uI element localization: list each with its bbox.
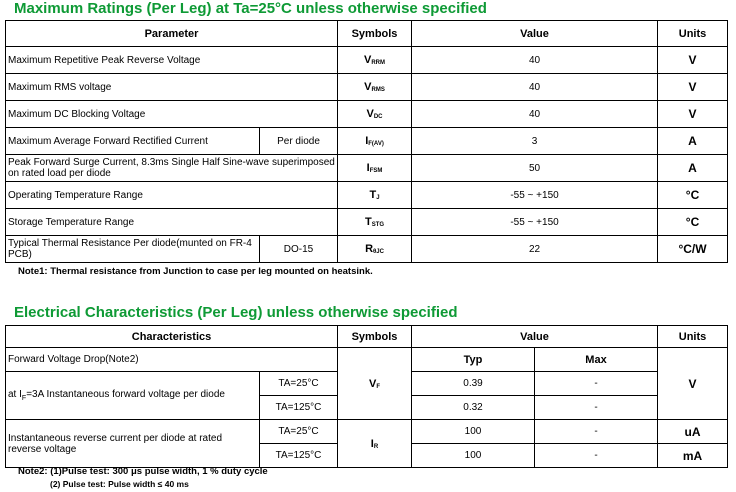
electrical-table bbox=[5, 325, 728, 468]
unit-cell: A bbox=[658, 128, 728, 155]
param-cell: Typical Thermal Resistance Per diode(munted on FR-4 PCB) bbox=[6, 236, 260, 263]
unit-cell: mA bbox=[658, 444, 728, 468]
param-cell: Operating Temperature Range bbox=[6, 182, 338, 209]
param-cell: Maximum DC Blocking Voltage bbox=[6, 101, 338, 128]
unit-cell: A bbox=[658, 155, 728, 182]
symbol-cell: $I_{F(AV)}$ bbox=[338, 128, 412, 155]
symbol-cell: $T_{STG}$ bbox=[338, 209, 412, 236]
condition-cell: DO-15 bbox=[260, 236, 338, 263]
param-cell: Maximum Average Forward Rectified Current bbox=[6, 128, 260, 155]
symbol-cell: $I_{FSM}$ bbox=[338, 155, 412, 182]
symbol-cell: $V_{RRM}$ bbox=[338, 47, 412, 74]
unit-cell: V bbox=[658, 74, 728, 101]
max-ratings-title: Maximum Ratings (Per Leg) at Ta=25°C unless otherwise specified bbox=[14, 0, 487, 17]
param-cell: Maximum Repetitive Peak Reverse Voltage bbox=[6, 47, 338, 74]
header-max: Max bbox=[535, 348, 658, 372]
value-cell: -55 ~ +150 bbox=[412, 209, 658, 236]
table-row bbox=[6, 128, 728, 155]
symbol-cell: $T_J$ bbox=[338, 182, 412, 209]
param-cell: Peak Forward Surge Current, 8.3ms Single Half Sine-wave superimposed on rated load per diode bbox=[6, 155, 338, 182]
header-characteristics: Characteristics bbox=[6, 326, 338, 348]
unit-cell: V bbox=[658, 47, 728, 74]
header-symbols: Symbols bbox=[338, 326, 412, 348]
value-cell: 40 bbox=[412, 74, 658, 101]
unit-cell: V bbox=[658, 101, 728, 128]
param-cell: Maximum RMS voltage bbox=[6, 74, 338, 101]
header-units: Units bbox=[658, 21, 728, 47]
electrical-title: Electrical Characteristics (Per Leg) unless otherwise specified bbox=[14, 304, 458, 321]
table-row bbox=[6, 420, 728, 444]
condition-cell: TA=125°C bbox=[260, 396, 338, 420]
unit-cell: °C bbox=[658, 209, 728, 236]
value-cell: -55 ~ +150 bbox=[412, 182, 658, 209]
max-ratings-table bbox=[5, 20, 728, 263]
max-cell: - bbox=[535, 396, 658, 420]
table-row bbox=[6, 236, 728, 263]
condition-cell: TA=25°C bbox=[260, 420, 338, 444]
unit-cell: uA bbox=[658, 420, 728, 444]
table-row bbox=[6, 101, 728, 128]
symbol-cell: $V_{DC}$ bbox=[338, 101, 412, 128]
table-row bbox=[6, 155, 728, 182]
max-cell: - bbox=[535, 420, 658, 444]
header-value: Value bbox=[412, 326, 658, 348]
table-row bbox=[6, 348, 728, 372]
table-row bbox=[6, 182, 728, 209]
table-row bbox=[6, 74, 728, 101]
condition-cell: Per diode bbox=[260, 128, 338, 155]
table-row bbox=[6, 47, 728, 74]
ir-desc-cell: Instantaneous reverse current per diode at rated reverse voltage bbox=[6, 420, 260, 468]
condition-cell: TA=25°C bbox=[260, 372, 338, 396]
note2-line1: Note2: (1)Pulse test: 300 μs pulse width, 1 % duty cycle bbox=[18, 466, 268, 477]
symbol-cell: $V_{RMS}$ bbox=[338, 74, 412, 101]
unit-cell: °C bbox=[658, 182, 728, 209]
table-row bbox=[6, 209, 728, 236]
header-parameter: Parameter bbox=[6, 21, 338, 47]
value-cell: 40 bbox=[412, 47, 658, 74]
typ-cell: 100 bbox=[412, 444, 535, 468]
note1: Note1: Thermal resistance from Junction to case per leg mounted on heatsink. bbox=[18, 266, 373, 277]
param-cell: Storage Temperature Range bbox=[6, 209, 338, 236]
symbol-cell: $R_{\theta JC}$ bbox=[338, 236, 412, 263]
header-units: Units bbox=[658, 326, 728, 348]
ir-symbol-cell: $I_R$ bbox=[338, 420, 412, 468]
max-cell: - bbox=[535, 372, 658, 396]
typ-cell: 0.39 bbox=[412, 372, 535, 396]
header-symbols: Symbols bbox=[338, 21, 412, 47]
typ-cell: 0.32 bbox=[412, 396, 535, 420]
condition-cell: TA=125°C bbox=[260, 444, 338, 468]
value-cell: 50 bbox=[412, 155, 658, 182]
table-header-row bbox=[6, 21, 728, 47]
value-cell: 22 bbox=[412, 236, 658, 263]
table-header-row bbox=[6, 326, 728, 348]
typ-cell: 100 bbox=[412, 420, 535, 444]
max-cell: - bbox=[535, 444, 658, 468]
vf-desc-cell: at $I_F=3A$ Instantaneous forward voltage per diode bbox=[6, 372, 260, 420]
vf-symbol-cell: $V_F$ bbox=[338, 348, 412, 420]
unit-cell: °C/W bbox=[658, 236, 728, 263]
header-typ: Typ bbox=[412, 348, 535, 372]
vf-unit-cell: V bbox=[658, 348, 728, 420]
note2-line2: (2) Pulse test: Pulse width ≤ 40 ms bbox=[50, 479, 189, 489]
vf-title-cell: Forward Voltage Drop(Note2) bbox=[6, 348, 338, 372]
value-cell: 3 bbox=[412, 128, 658, 155]
header-value: Value bbox=[412, 21, 658, 47]
value-cell: 40 bbox=[412, 101, 658, 128]
